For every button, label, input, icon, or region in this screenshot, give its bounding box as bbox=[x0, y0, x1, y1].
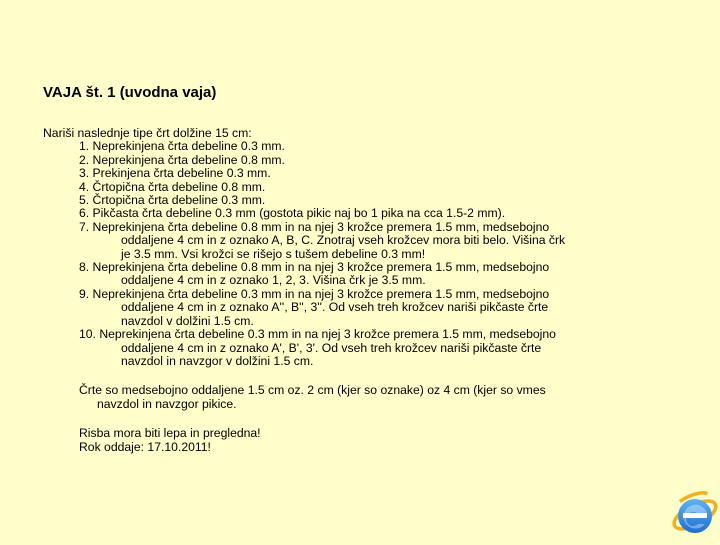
item-label: 4. Črtopična črta debeline 0.8 mm. bbox=[79, 179, 266, 194]
item-label: 8. Neprekinjena črta debeline 0.8 mm in na njej 3 krožce premera 1.5 mm, medsebojno bbox=[79, 260, 550, 275]
list-item bbox=[79, 154, 683, 167]
list-item bbox=[79, 328, 683, 368]
deadline-note: Rok oddaje: 17.10.2011! bbox=[79, 439, 211, 454]
item-continuation: je 3.5 mm. Vsi krožci se rišejo s tušem debeline 0.3 mm! bbox=[121, 246, 426, 261]
note-line: Črte so medsebojno oddaljene 1.5 cm oz. 2 cm (kjer so oznake) oz 4 cm (kjer so vmes bbox=[79, 383, 546, 398]
intro-text: Nariši naslednje tipe črt dolžine 15 cm: bbox=[43, 126, 252, 140]
item-label: 3. Prekinjena črta debeline 0.3 mm. bbox=[79, 166, 271, 181]
item-label: 9. Neprekinjena črta debeline 0.3 mm in na njej 3 krožce premera 1.5 mm, medsebojno bbox=[79, 286, 550, 301]
item-continuation: navzdol v dolžini 1.5 cm. bbox=[121, 313, 254, 328]
item-continuation: navzdol in navzgor v dolžini 1.5 cm. bbox=[121, 353, 314, 368]
list-item bbox=[79, 261, 683, 288]
list-item bbox=[79, 288, 683, 328]
document-title: VAJA št. 1 (uvodna vaja) bbox=[43, 84, 217, 101]
quality-note: Risba mora biti lepa in pregledna! bbox=[79, 426, 261, 441]
list-item bbox=[79, 194, 683, 207]
internet-explorer-icon[interactable] bbox=[668, 488, 720, 540]
document-body bbox=[43, 127, 683, 454]
note-continuation: navzdol in navzgor pikice. bbox=[97, 396, 237, 411]
item-label: 2. Neprekinjena črta debeline 0.8 mm. bbox=[79, 152, 285, 167]
list-item bbox=[79, 167, 683, 180]
spacing-note bbox=[79, 384, 683, 411]
item-continuation: oddaljene 4 cm in z oznako 1, 2, 3. Višina črk je 3.5 mm. bbox=[121, 273, 426, 288]
item-continuation: oddaljene 4 cm in z oznako A'', B'', 3''. Od vseh treh krožcev nariši pikčaste črte bbox=[121, 300, 549, 315]
item-label: 1. Neprekinjena črta debeline 0.3 mm. bbox=[79, 139, 285, 154]
item-label: 6. Pikčasta črta debeline 0.3 mm (gostota pikic naj bo 1 pika na cca 1.5-2 mm). bbox=[79, 206, 506, 221]
list-item bbox=[79, 221, 683, 261]
item-continuation: oddaljene 4 cm in z oznako A, B, C. Znotraj vseh krožcev mora biti belo. Višina črk bbox=[121, 233, 566, 248]
footer-notes bbox=[79, 427, 683, 454]
task-list bbox=[43, 140, 683, 368]
list-item bbox=[79, 140, 683, 153]
item-label: 10. Neprekinjena črta debeline 0.3 mm in na njej 3 krožce premera 1.5 mm, medsebojno bbox=[79, 327, 556, 342]
list-item bbox=[79, 207, 683, 220]
item-continuation: oddaljene 4 cm in z oznako A', B', 3'. Od vseh treh krožcev nariši pikčaste črte bbox=[121, 340, 542, 355]
item-label: 5. Črtopična črta debeline 0.3 mm. bbox=[79, 193, 266, 208]
item-label: 7. Neprekinjena črta debeline 0.8 mm in na njej 3 krožce premera 1.5 mm, medsebojno bbox=[79, 219, 550, 234]
